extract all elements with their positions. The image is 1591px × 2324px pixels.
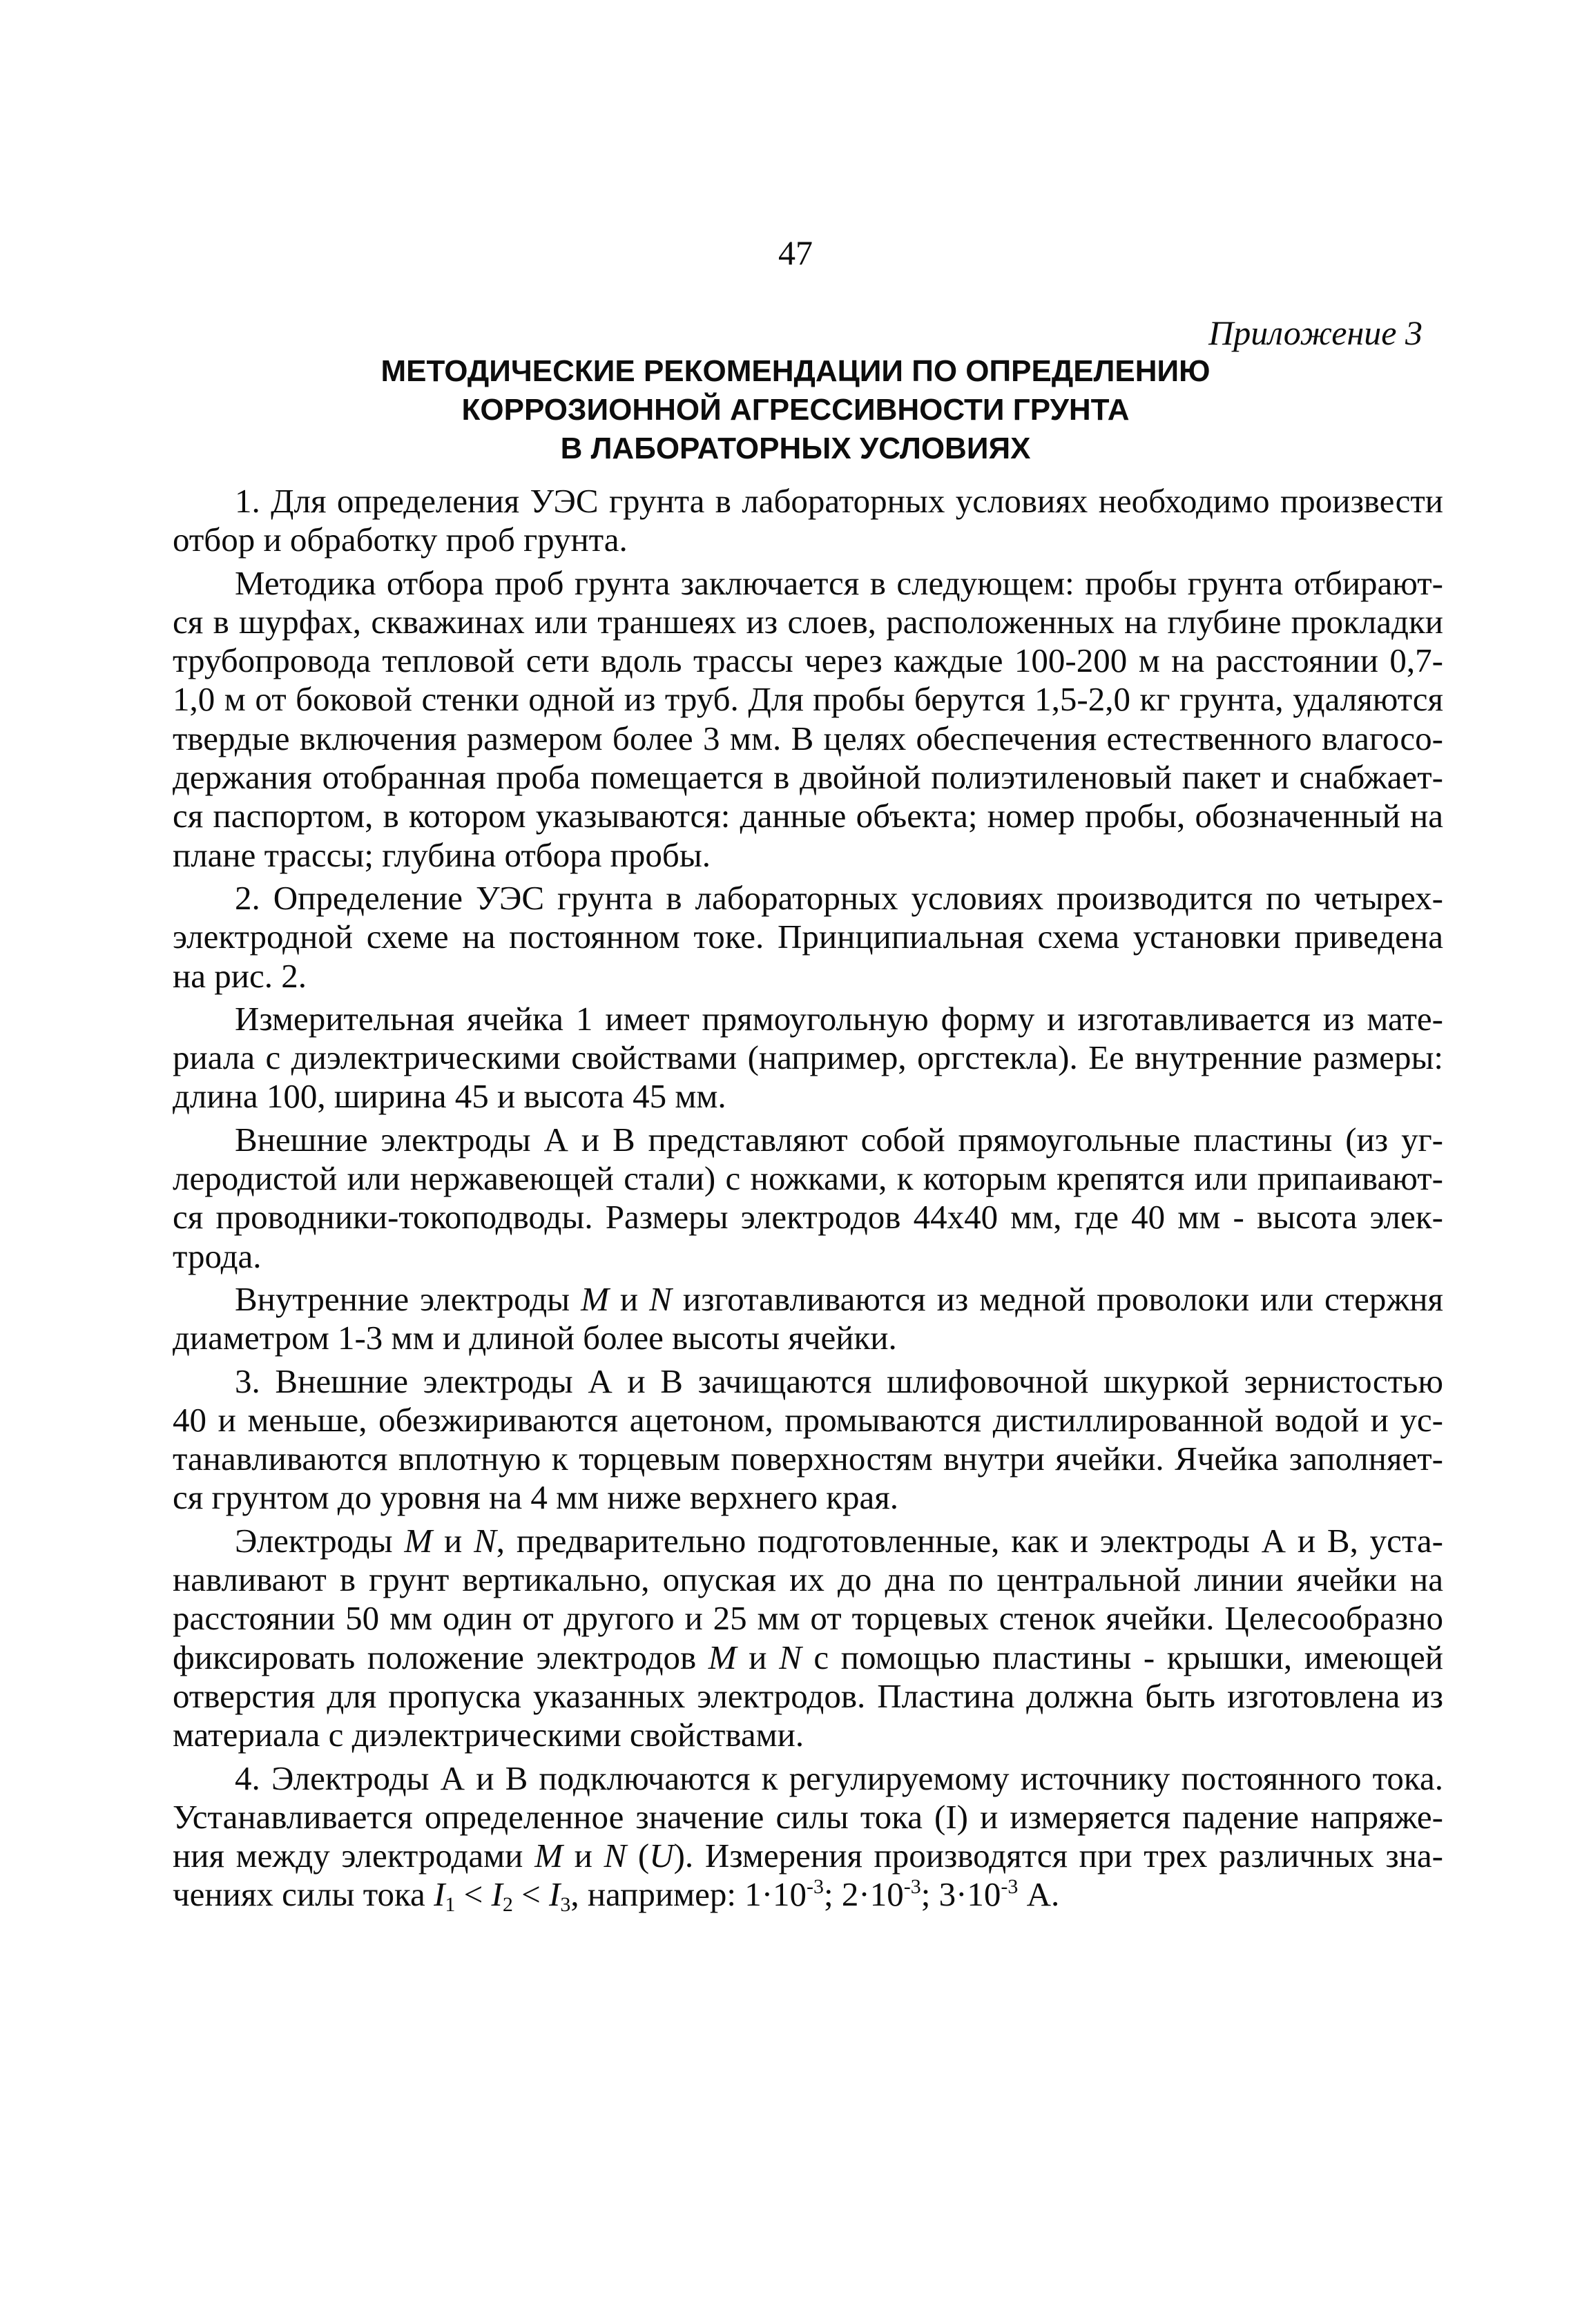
text-line: электродной схеме на постоянном токе. Принципиальная схема установки приведена	[173, 918, 1443, 956]
text-line: леродистой или нержавеющей стали) с ножками, к которым крепятся или припаивают-	[173, 1159, 1443, 1198]
paragraph-6	[173, 1280, 1443, 1358]
text-line: 1,0 м от боковой стенки одной из труб. Для пробы берутся 1,5-2,0 кг грунта, удаляются	[173, 680, 1443, 719]
text-line	[173, 1837, 1443, 1875]
text-line: 3. Внешние электроды А и В зачищаются шлифовочной шкуркой зернистостью	[235, 1362, 1443, 1400]
title-line: В ЛАБОРАТОРНЫХ УСЛОВИЯХ	[560, 432, 1031, 465]
electrode-symbol: M	[581, 1279, 609, 1318]
text-line	[173, 1638, 1443, 1677]
electrode-symbol: N	[474, 1521, 496, 1560]
voltage-symbol: U	[649, 1837, 674, 1875]
text-fragment: с помощью пластины - крышки, имеющей	[801, 1638, 1443, 1676]
text-line: длина 100, ширина 45 и высота 45 мм.	[173, 1077, 726, 1116]
text-line: 40 и меньше, обезжириваются ацетоном, промываются дистиллированной водой и ус-	[173, 1400, 1443, 1439]
paragraph-1	[173, 482, 1443, 560]
exponent: -3	[1001, 1875, 1019, 1899]
text-line: трода.	[173, 1237, 262, 1275]
text-fragment: ния между электродами	[173, 1837, 535, 1875]
text-line: ся грунтом до уровня на 4 мм ниже верхнего края.	[173, 1478, 899, 1517]
text-line: 4. Электроды А и В подключаются к регулируемому источнику постоянного тока.	[235, 1759, 1443, 1797]
text-line: твердые включения размером более 3 мм. В целях обеспечения естественного влагосо-	[173, 719, 1443, 757]
text-line: танавливаются вплотную к торцевым поверхностям внутри ячейки. Ячейка заполняет-	[173, 1440, 1443, 1478]
text-fragment: , например: 1·10	[570, 1875, 807, 1914]
title-line: КОРРОЗИОННОЙ АГРЕССИВНОСТИ ГРУНТА	[461, 393, 1130, 427]
text-line: 2. Определение УЭС грунта в лабораторных условиях производится по четырех-	[235, 878, 1443, 917]
title-line: МЕТОДИЧЕСКИЕ РЕКОМЕНДАЦИИ ПО ОПРЕДЕЛЕНИЮ	[380, 354, 1211, 388]
text-line: ся паспортом, в котором указываются: данные объекта; номер пробы, обозначенный на	[173, 797, 1443, 835]
text-fragment: ). Измерения производятся при трех различных зна-	[673, 1837, 1443, 1875]
current-index: 3	[560, 1893, 571, 1917]
text-fragment: Внутренние электроды	[235, 1279, 581, 1318]
text-fragment: и	[608, 1279, 650, 1318]
current-symbol: I	[491, 1875, 503, 1914]
electrode-symbol: M	[534, 1837, 563, 1875]
text-line: отверстия для пропуска указанных электродов. Пластина должна быть изготовлена из	[173, 1676, 1443, 1715]
paragraph-5	[173, 1121, 1443, 1276]
text-line: Внешние электроды А и В представляют собой прямоугольные пластины (из уг-	[235, 1120, 1443, 1159]
text-fragment: и	[432, 1521, 474, 1560]
text-line: держания отобранная проба помещается в двойной полиэтиленовый пакет и снабжает-	[173, 758, 1443, 797]
paragraph-3	[173, 879, 1443, 996]
electrode-symbol: N	[604, 1837, 627, 1875]
text-line: трубопровода тепловой сети вдоль трассы через каждые 100-200 м на расстоянии 0,7-	[173, 641, 1443, 680]
text-line: риала с диэлектрическими свойствами (например, оргстекла). Ее внутренние размеры:	[173, 1038, 1443, 1077]
electrode-symbol: N	[779, 1638, 802, 1676]
text-line: на рис. 2.	[173, 956, 307, 995]
electrode-symbol: M	[404, 1521, 433, 1560]
text-line: Методика отбора проб грунта заключается в следующем: пробы грунта отбирают-	[235, 563, 1443, 602]
appendix-label: Приложение 3	[1208, 313, 1423, 352]
text-line	[173, 1875, 1443, 1917]
text-fragment: изготавливаются из медной проволоки или стержня	[671, 1279, 1443, 1318]
text-line: 1. Для определения УЭС грунта в лабораторных условиях необходимо произвести	[235, 482, 1443, 520]
text-fragment: и	[736, 1638, 780, 1676]
body-text	[173, 482, 1443, 1915]
paragraph-9	[173, 1759, 1443, 1915]
text-line: Измерительная ячейка 1 имеет прямоугольную форму и изготавливается из мате-	[235, 999, 1443, 1038]
text-fragment: ; 2·10	[824, 1875, 904, 1914]
text-line: диаметром 1-3 мм и длиной более высоты ячейки.	[173, 1319, 897, 1357]
text-fragment: <	[455, 1875, 492, 1914]
paragraph-2	[173, 564, 1443, 875]
text-line: Устанавливается определенное значение силы тока (I) и измеряется падение напряже-	[173, 1797, 1443, 1836]
paragraph-8	[173, 1522, 1443, 1755]
text-line	[173, 1280, 1443, 1319]
text-fragment: и	[562, 1837, 604, 1875]
current-index: 2	[502, 1893, 513, 1917]
paragraph-7	[173, 1362, 1443, 1518]
text-line: ся в шурфах, скважинах или траншеях из слоев, расположенных на глубине прокладки	[173, 602, 1443, 641]
exponent: -3	[807, 1875, 825, 1899]
current-symbol: I	[549, 1875, 561, 1914]
electrode-symbol: M	[708, 1638, 737, 1676]
text-fragment: Электроды	[235, 1521, 405, 1560]
text-line: расстоянии 50 мм один от другого и 25 мм от торцевых стенок ячейки. Целесообразно	[173, 1599, 1443, 1638]
current-symbol: I	[434, 1875, 445, 1914]
text-line: отбор и обработку проб грунта.	[173, 521, 628, 559]
text-fragment: , предварительно подготовленные, как и электроды А и В, уста-	[496, 1521, 1443, 1560]
paragraph-4	[173, 1000, 1443, 1116]
current-index: 1	[445, 1893, 456, 1917]
text-line: материала с диэлектрическими свойствами.	[173, 1716, 804, 1754]
text-line	[173, 1522, 1443, 1560]
text-line: ся проводники-токоподводы. Размеры электродов 44х40 мм, где 40 мм - высота элек-	[173, 1198, 1443, 1237]
text-line: навливают в грунт вертикально, опуская их до дна по центральной линии ячейки на	[173, 1560, 1443, 1599]
text-fragment: ; 3·10	[920, 1875, 1001, 1914]
text-fragment: чениях силы тока	[173, 1875, 434, 1914]
text-fragment: (	[626, 1837, 650, 1875]
page-number: 47	[778, 233, 813, 272]
text-fragment: <	[512, 1875, 549, 1914]
text-fragment: фиксировать положение электродов	[173, 1638, 708, 1676]
electrode-symbol: N	[649, 1279, 672, 1318]
text-line: плане трассы; глубина отбора пробы.	[173, 835, 711, 874]
text-fragment: А.	[1018, 1875, 1060, 1914]
exponent: -3	[903, 1875, 921, 1899]
document-title	[166, 352, 1425, 468]
